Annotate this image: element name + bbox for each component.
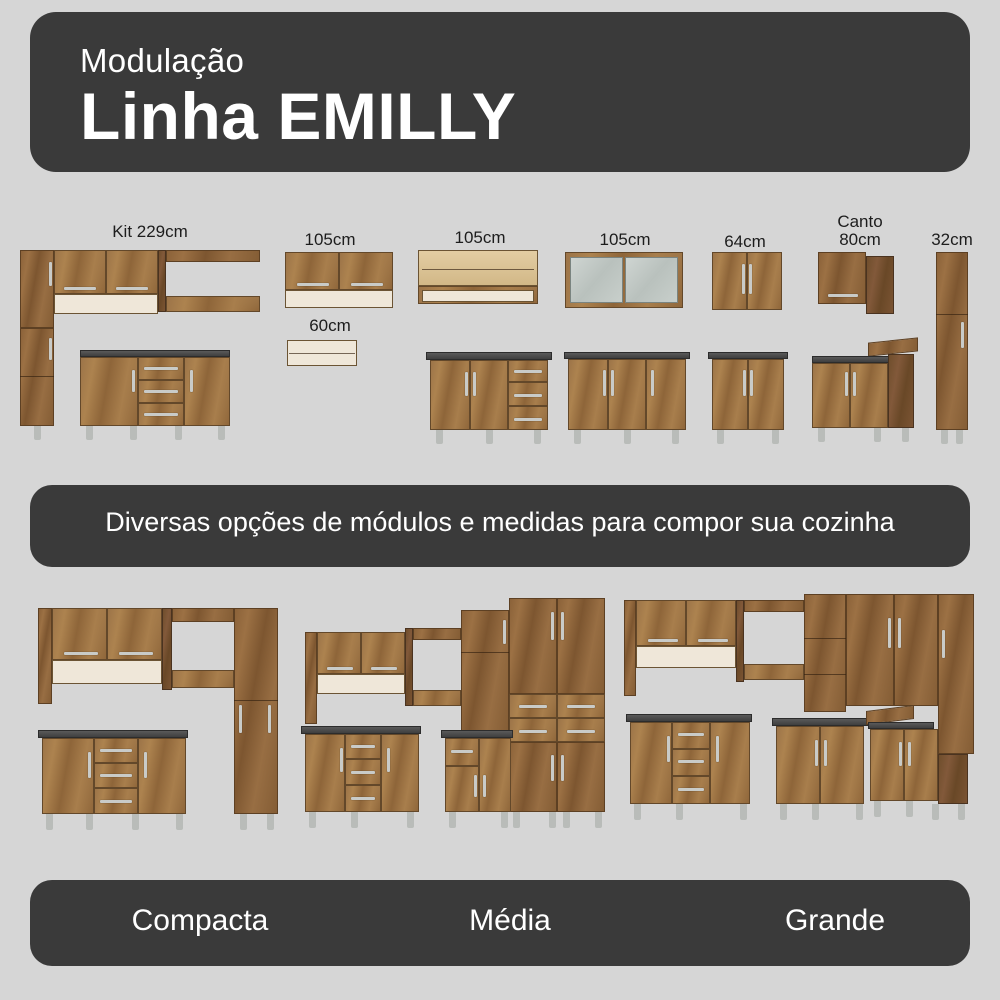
module-kit-229[interactable] — [20, 250, 270, 445]
module-aereo-105-nicho[interactable] — [418, 250, 538, 312]
composition-compacta[interactable] — [20, 600, 300, 850]
label-compacta: Compacta — [131, 904, 269, 937]
caption-paneleiro-32: 32cm — [931, 230, 973, 249]
label-grande: Grande — [784, 904, 886, 937]
module-paneleiro-32[interactable] — [936, 252, 968, 430]
caption-aereo-64: 64cm — [724, 232, 766, 251]
caption-canto-80-top: Canto — [837, 212, 883, 231]
bottom-banner — [30, 880, 970, 966]
caption-kit-229: Kit 229cm — [112, 222, 188, 241]
middle-banner-text: Diversas opções de módulos e medidas para compor sua cozinha — [105, 507, 895, 537]
module-balcao-64[interactable] — [712, 352, 784, 444]
caption-aereo-105-3: 105cm — [599, 230, 651, 249]
module-aereo-canto-80[interactable] — [818, 252, 896, 314]
caption-aereo-105-2: 105cm — [454, 228, 506, 247]
module-aereo-105-vidro[interactable] — [565, 252, 683, 308]
header-subtitle: Modulação — [80, 42, 245, 79]
page-title: Linha EMILLY — [80, 79, 517, 153]
module-balcao-105[interactable] — [568, 352, 686, 444]
label-media: Média — [469, 904, 551, 937]
caption-aereo-105-1: 105cm — [304, 230, 356, 249]
middle-banner — [30, 485, 970, 567]
module-nicho-60[interactable] — [287, 340, 357, 366]
header-banner — [30, 12, 970, 172]
composition-grande[interactable] — [620, 590, 975, 855]
composition-media[interactable] — [295, 590, 615, 850]
caption-nicho-60: 60cm — [309, 316, 351, 335]
module-aereo-64[interactable] — [712, 252, 782, 310]
caption-canto-80-bottom: 80cm — [839, 230, 881, 249]
module-balcao-105-tampo[interactable] — [430, 352, 548, 444]
module-aereo-105-duas-portas[interactable] — [285, 252, 393, 310]
module-balcao-canto-80[interactable] — [812, 340, 918, 444]
